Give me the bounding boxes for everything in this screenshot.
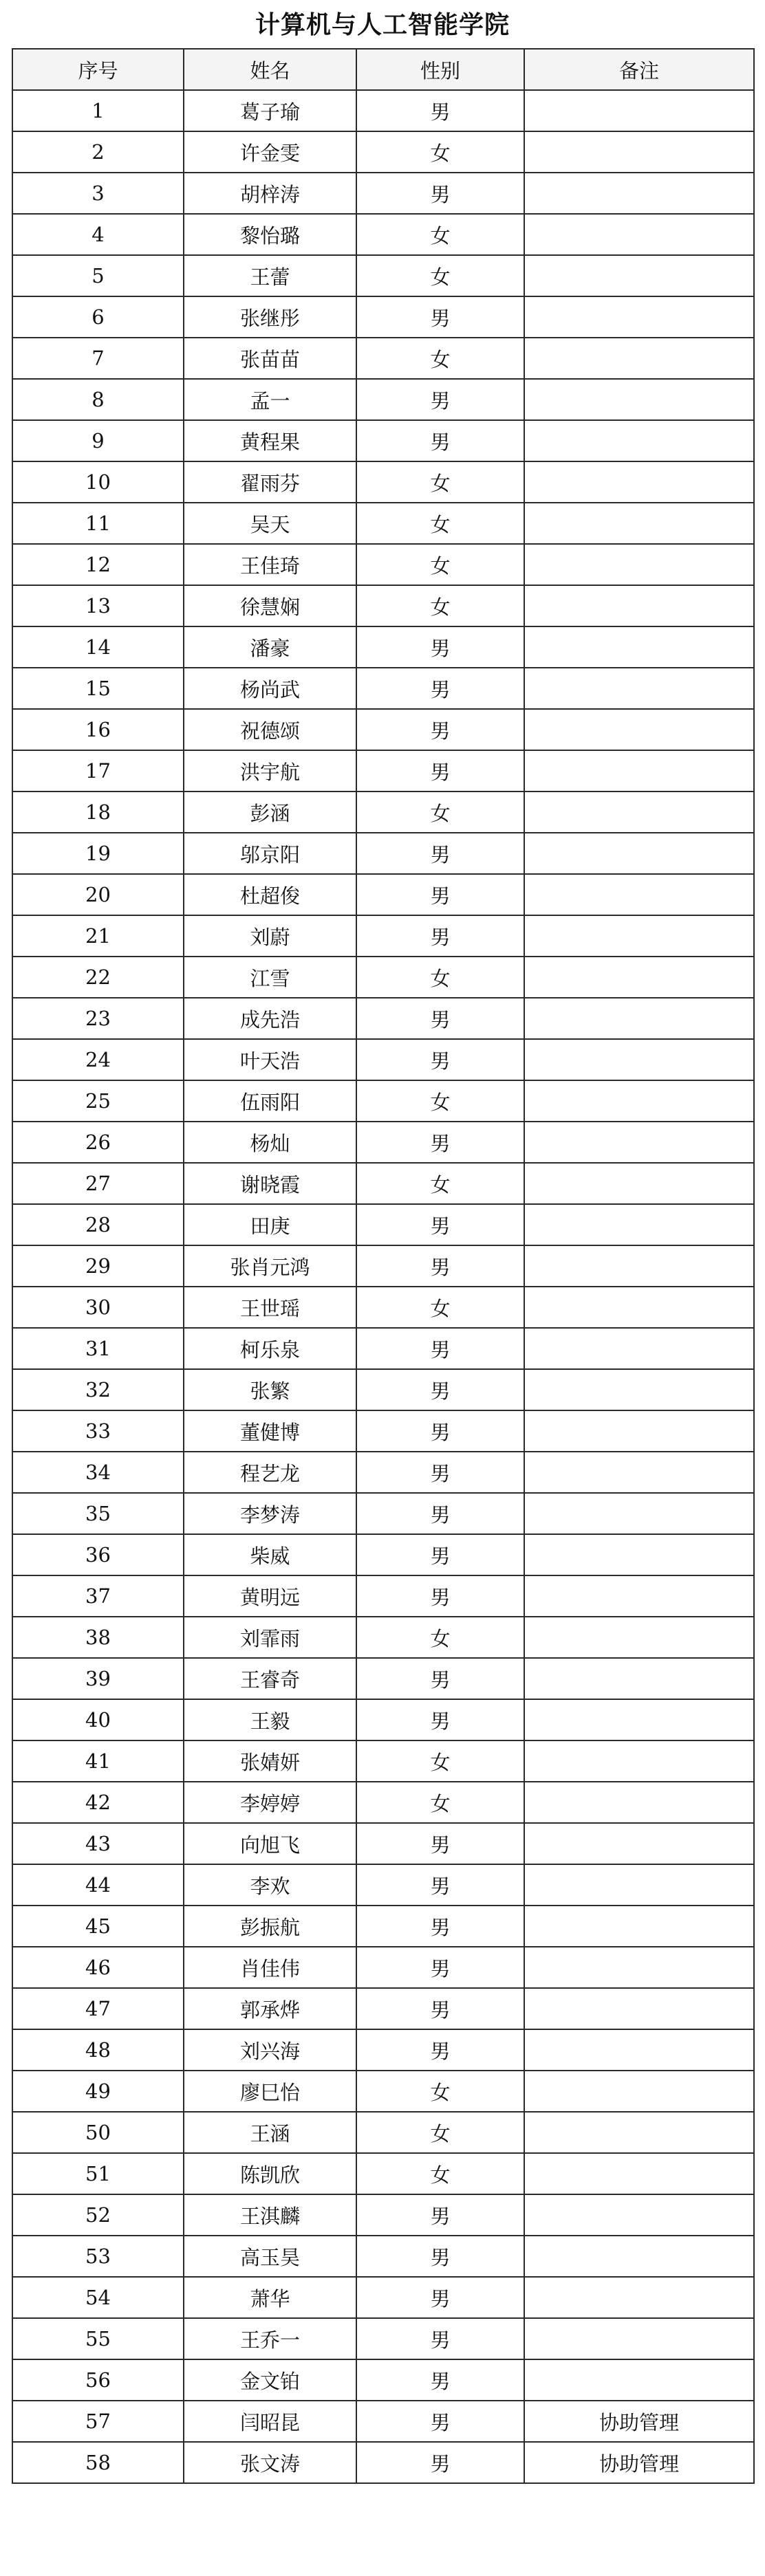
cell-remarks: [524, 1864, 754, 1906]
cell-gender: 男: [356, 1039, 524, 1080]
cell-remarks: [524, 1740, 754, 1782]
table-row: [12, 750, 754, 792]
table-row: [12, 1328, 754, 1369]
cell-remarks: [524, 2071, 754, 2112]
cell-remarks: [524, 131, 754, 173]
cell-gender: 男: [356, 833, 524, 874]
cell-remarks: 协助管理: [524, 2401, 754, 2442]
cell-remarks: [524, 626, 754, 668]
cell-name: 张肖元鸿: [184, 1245, 356, 1287]
cell-remarks: [524, 668, 754, 709]
cell-gender: 男: [356, 2401, 524, 2442]
cell-serial-number: 24: [12, 1039, 184, 1080]
cell-gender: 女: [356, 503, 524, 544]
cell-gender: 男: [356, 90, 524, 131]
cell-serial-number: 21: [12, 915, 184, 957]
cell-name: 高玉昊: [184, 2236, 356, 2277]
cell-name: 吴天: [184, 503, 356, 544]
cell-serial-number: 27: [12, 1163, 184, 1204]
cell-serial-number: 43: [12, 1823, 184, 1864]
cell-remarks: [524, 1080, 754, 1122]
cell-serial-number: 9: [12, 420, 184, 461]
cell-gender: 男: [356, 1245, 524, 1287]
cell-remarks: [524, 2359, 754, 2401]
table-row: [12, 338, 754, 379]
cell-name: 谢晓霞: [184, 1163, 356, 1204]
table-row: [12, 1245, 754, 1287]
cell-name: 祝德颂: [184, 709, 356, 750]
cell-serial-number: 10: [12, 461, 184, 503]
cell-name: 叶天浩: [184, 1039, 356, 1080]
cell-remarks: [524, 255, 754, 296]
table-row: [12, 915, 754, 957]
cell-remarks: 协助管理: [524, 2442, 754, 2483]
cell-serial-number: 55: [12, 2318, 184, 2359]
cell-gender: 女: [356, 792, 524, 833]
cell-name: 黎怡璐: [184, 214, 356, 255]
cell-gender: 男: [356, 173, 524, 214]
cell-remarks: [524, 1534, 754, 1575]
cell-remarks: [524, 461, 754, 503]
cell-name: 廖巳怡: [184, 2071, 356, 2112]
cell-remarks: [524, 2194, 754, 2236]
cell-name: 刘兴海: [184, 2029, 356, 2071]
cell-remarks: [524, 1988, 754, 2029]
table-header-row: [12, 49, 754, 90]
cell-gender: 男: [356, 1988, 524, 2029]
table-row: [12, 668, 754, 709]
cell-name: 刘蔚: [184, 915, 356, 957]
cell-serial-number: 40: [12, 1699, 184, 1740]
cell-name: 王毅: [184, 1699, 356, 1740]
cell-remarks: [524, 792, 754, 833]
cell-name: 刘霏雨: [184, 1617, 356, 1658]
cell-serial-number: 47: [12, 1988, 184, 2029]
cell-gender: 男: [356, 1204, 524, 1245]
cell-name: 柯乐泉: [184, 1328, 356, 1369]
cell-remarks: [524, 2318, 754, 2359]
cell-remarks: [524, 1163, 754, 1204]
cell-name: 徐慧娴: [184, 585, 356, 626]
cell-serial-number: 14: [12, 626, 184, 668]
cell-remarks: [524, 2277, 754, 2318]
cell-name: 向旭飞: [184, 1823, 356, 1864]
table-row: [12, 1988, 754, 2029]
table-row: [12, 173, 754, 214]
cell-serial-number: 51: [12, 2153, 184, 2194]
table-row: [12, 1740, 754, 1782]
cell-serial-number: 44: [12, 1864, 184, 1906]
cell-serial-number: 48: [12, 2029, 184, 2071]
cell-name: 张婧妍: [184, 1740, 356, 1782]
table-row: [12, 2194, 754, 2236]
cell-remarks: [524, 874, 754, 915]
cell-remarks: [524, 833, 754, 874]
table-row: [12, 998, 754, 1039]
cell-gender: 女: [356, 1287, 524, 1328]
cell-serial-number: 17: [12, 750, 184, 792]
cell-name: 王涵: [184, 2112, 356, 2153]
cell-gender: 男: [356, 1328, 524, 1369]
cell-serial-number: 26: [12, 1122, 184, 1163]
cell-gender: 男: [356, 750, 524, 792]
table-row: [12, 833, 754, 874]
cell-gender: 女: [356, 131, 524, 173]
cell-gender: 女: [356, 2112, 524, 2153]
cell-name: 潘豪: [184, 626, 356, 668]
cell-serial-number: 13: [12, 585, 184, 626]
cell-gender: 男: [356, 874, 524, 915]
cell-name: 陈凯欣: [184, 2153, 356, 2194]
cell-name: 闫昭昆: [184, 2401, 356, 2442]
table-row: [12, 957, 754, 998]
cell-name: 张繁: [184, 1369, 356, 1410]
cell-remarks: [524, 1782, 754, 1823]
cell-remarks: [524, 709, 754, 750]
header-name: 姓名: [184, 49, 356, 90]
table-row: [12, 2401, 754, 2442]
table-row: [12, 90, 754, 131]
cell-gender: 男: [356, 915, 524, 957]
cell-name: 李欢: [184, 1864, 356, 1906]
cell-serial-number: 7: [12, 338, 184, 379]
table-row: [12, 1080, 754, 1122]
table-row: [12, 1617, 754, 1658]
table-row: [12, 2359, 754, 2401]
cell-gender: 女: [356, 1740, 524, 1782]
table-row: [12, 1864, 754, 1906]
cell-name: 彭涵: [184, 792, 356, 833]
table-row: [12, 626, 754, 668]
cell-gender: 男: [356, 2442, 524, 2483]
cell-remarks: [524, 1245, 754, 1287]
cell-serial-number: 54: [12, 2277, 184, 2318]
cell-serial-number: 37: [12, 1575, 184, 1617]
cell-serial-number: 33: [12, 1410, 184, 1452]
cell-gender: 男: [356, 998, 524, 1039]
cell-name: 王佳琦: [184, 544, 356, 585]
cell-name: 洪宇航: [184, 750, 356, 792]
cell-serial-number: 49: [12, 2071, 184, 2112]
cell-name: 萧华: [184, 2277, 356, 2318]
table-row: [12, 1410, 754, 1452]
cell-serial-number: 56: [12, 2359, 184, 2401]
cell-name: 王淇麟: [184, 2194, 356, 2236]
cell-gender: 男: [356, 1823, 524, 1864]
cell-gender: 男: [356, 1906, 524, 1947]
cell-name: 孟一: [184, 379, 356, 420]
cell-serial-number: 2: [12, 131, 184, 173]
cell-serial-number: 52: [12, 2194, 184, 2236]
table-row: [12, 1122, 754, 1163]
cell-name: 柴威: [184, 1534, 356, 1575]
table-row: [12, 214, 754, 255]
cell-remarks: [524, 998, 754, 1039]
cell-serial-number: 38: [12, 1617, 184, 1658]
cell-gender: 男: [356, 1658, 524, 1699]
cell-gender: 男: [356, 668, 524, 709]
cell-gender: 女: [356, 544, 524, 585]
cell-name: 王睿奇: [184, 1658, 356, 1699]
cell-name: 董健博: [184, 1410, 356, 1452]
cell-serial-number: 41: [12, 1740, 184, 1782]
table-row: [12, 2071, 754, 2112]
cell-serial-number: 32: [12, 1369, 184, 1410]
table-row: [12, 1039, 754, 1080]
table-row: [12, 1947, 754, 1988]
cell-gender: 男: [356, 1410, 524, 1452]
cell-remarks: [524, 214, 754, 255]
cell-name: 李婷婷: [184, 1782, 356, 1823]
cell-gender: 男: [356, 626, 524, 668]
cell-name: 杨灿: [184, 1122, 356, 1163]
table-row: [12, 1534, 754, 1575]
cell-serial-number: 35: [12, 1493, 184, 1534]
table-row: [12, 131, 754, 173]
cell-gender: 女: [356, 461, 524, 503]
table-row: [12, 2277, 754, 2318]
cell-remarks: [524, 503, 754, 544]
cell-serial-number: 16: [12, 709, 184, 750]
cell-gender: 女: [356, 1782, 524, 1823]
cell-name: 胡梓涛: [184, 173, 356, 214]
cell-gender: 女: [356, 585, 524, 626]
cell-remarks: [524, 1122, 754, 1163]
cell-name: 江雪: [184, 957, 356, 998]
cell-remarks: [524, 338, 754, 379]
cell-serial-number: 50: [12, 2112, 184, 2153]
cell-remarks: [524, 1493, 754, 1534]
cell-remarks: [524, 1204, 754, 1245]
table-row: [12, 379, 754, 420]
cell-serial-number: 4: [12, 214, 184, 255]
cell-name: 黄明远: [184, 1575, 356, 1617]
cell-serial-number: 36: [12, 1534, 184, 1575]
cell-serial-number: 58: [12, 2442, 184, 2483]
table-row: [12, 1369, 754, 1410]
cell-remarks: [524, 379, 754, 420]
cell-serial-number: 25: [12, 1080, 184, 1122]
student-roster-table: [12, 48, 755, 2484]
cell-gender: 男: [356, 420, 524, 461]
table-row: [12, 255, 754, 296]
cell-serial-number: 3: [12, 173, 184, 214]
cell-gender: 女: [356, 1617, 524, 1658]
cell-remarks: [524, 1328, 754, 1369]
table-row: [12, 296, 754, 338]
cell-name: 葛子瑜: [184, 90, 356, 131]
table-row: [12, 1906, 754, 1947]
cell-serial-number: 6: [12, 296, 184, 338]
table-body: [12, 90, 754, 2483]
cell-gender: 男: [356, 2277, 524, 2318]
table-row: [12, 792, 754, 833]
cell-remarks: [524, 1410, 754, 1452]
cell-name: 金文铂: [184, 2359, 356, 2401]
cell-gender: 男: [356, 2194, 524, 2236]
page-title: 计算机与人工智能学院: [255, 10, 510, 39]
cell-remarks: [524, 1699, 754, 1740]
cell-serial-number: 12: [12, 544, 184, 585]
cell-gender: 男: [356, 2359, 524, 2401]
table-row: [12, 1287, 754, 1328]
cell-gender: 男: [356, 1452, 524, 1493]
cell-name: 杨尚武: [184, 668, 356, 709]
cell-gender: 男: [356, 2318, 524, 2359]
cell-remarks: [524, 2029, 754, 2071]
cell-remarks: [524, 544, 754, 585]
table-row: [12, 1493, 754, 1534]
cell-name: 张文涛: [184, 2442, 356, 2483]
cell-serial-number: 34: [12, 1452, 184, 1493]
cell-serial-number: 39: [12, 1658, 184, 1699]
cell-serial-number: 46: [12, 1947, 184, 1988]
cell-remarks: [524, 1452, 754, 1493]
cell-name: 杜超俊: [184, 874, 356, 915]
cell-name: 成先浩: [184, 998, 356, 1039]
cell-gender: 女: [356, 957, 524, 998]
cell-gender: 男: [356, 1947, 524, 1988]
cell-name: 肖佳伟: [184, 1947, 356, 1988]
cell-serial-number: 23: [12, 998, 184, 1039]
header-serial-number: 序号: [12, 49, 184, 90]
table-row: [12, 1452, 754, 1493]
header-remarks: 备注: [524, 49, 754, 90]
table-row: [12, 874, 754, 915]
cell-remarks: [524, 1287, 754, 1328]
cell-name: 王世瑶: [184, 1287, 356, 1328]
cell-name: 黄程果: [184, 420, 356, 461]
table-row: [12, 2442, 754, 2483]
table-row: [12, 1658, 754, 1699]
cell-remarks: [524, 915, 754, 957]
cell-gender: 男: [356, 1534, 524, 1575]
cell-remarks: [524, 1658, 754, 1699]
table-row: [12, 1823, 754, 1864]
cell-remarks: [524, 2236, 754, 2277]
cell-name: 田庚: [184, 1204, 356, 1245]
cell-remarks: [524, 420, 754, 461]
cell-remarks: [524, 173, 754, 214]
cell-remarks: [524, 2153, 754, 2194]
cell-serial-number: 53: [12, 2236, 184, 2277]
cell-remarks: [524, 1575, 754, 1617]
cell-remarks: [524, 1617, 754, 1658]
table-row: [12, 461, 754, 503]
cell-remarks: [524, 1039, 754, 1080]
cell-name: 张继彤: [184, 296, 356, 338]
cell-name: 李梦涛: [184, 1493, 356, 1534]
cell-remarks: [524, 296, 754, 338]
cell-name: 伍雨阳: [184, 1080, 356, 1122]
cell-name: 许金雯: [184, 131, 356, 173]
cell-remarks: [524, 585, 754, 626]
cell-remarks: [524, 1906, 754, 1947]
cell-serial-number: 5: [12, 255, 184, 296]
cell-remarks: [524, 90, 754, 131]
cell-name: 翟雨芬: [184, 461, 356, 503]
cell-gender: 男: [356, 709, 524, 750]
cell-serial-number: 19: [12, 833, 184, 874]
cell-gender: 女: [356, 1163, 524, 1204]
cell-serial-number: 15: [12, 668, 184, 709]
cell-gender: 男: [356, 296, 524, 338]
table-row: [12, 420, 754, 461]
cell-gender: 男: [356, 1369, 524, 1410]
cell-remarks: [524, 1369, 754, 1410]
table-row: [12, 2029, 754, 2071]
cell-gender: 女: [356, 255, 524, 296]
cell-serial-number: 30: [12, 1287, 184, 1328]
table-row: [12, 503, 754, 544]
cell-gender: 男: [356, 1864, 524, 1906]
cell-gender: 女: [356, 2071, 524, 2112]
cell-serial-number: 29: [12, 1245, 184, 1287]
cell-gender: 男: [356, 1575, 524, 1617]
table-row: [12, 2153, 754, 2194]
cell-gender: 女: [356, 2153, 524, 2194]
table-row: [12, 2112, 754, 2153]
cell-name: 郭承烨: [184, 1988, 356, 2029]
cell-serial-number: 20: [12, 874, 184, 915]
cell-gender: 男: [356, 1122, 524, 1163]
cell-name: 王蕾: [184, 255, 356, 296]
table-row: [12, 1575, 754, 1617]
cell-serial-number: 45: [12, 1906, 184, 1947]
cell-serial-number: 22: [12, 957, 184, 998]
cell-serial-number: 42: [12, 1782, 184, 1823]
cell-remarks: [524, 750, 754, 792]
cell-serial-number: 18: [12, 792, 184, 833]
cell-gender: 女: [356, 214, 524, 255]
cell-serial-number: 11: [12, 503, 184, 544]
cell-gender: 女: [356, 1080, 524, 1122]
table-row: [12, 1204, 754, 1245]
cell-name: 邬京阳: [184, 833, 356, 874]
cell-serial-number: 1: [12, 90, 184, 131]
cell-gender: 男: [356, 2029, 524, 2071]
cell-serial-number: 28: [12, 1204, 184, 1245]
cell-remarks: [524, 1947, 754, 1988]
table-row: [12, 544, 754, 585]
table-row: [12, 585, 754, 626]
table-row: [12, 709, 754, 750]
cell-serial-number: 57: [12, 2401, 184, 2442]
table-row: [12, 1782, 754, 1823]
cell-name: 彭振航: [184, 1906, 356, 1947]
cell-gender: 男: [356, 379, 524, 420]
table-row: [12, 2318, 754, 2359]
cell-gender: 男: [356, 1493, 524, 1534]
cell-name: 王乔一: [184, 2318, 356, 2359]
cell-remarks: [524, 2112, 754, 2153]
header-gender: 性别: [356, 49, 524, 90]
table-row: [12, 1699, 754, 1740]
cell-gender: 男: [356, 1699, 524, 1740]
cell-remarks: [524, 957, 754, 998]
cell-name: 程艺龙: [184, 1452, 356, 1493]
cell-gender: 男: [356, 2236, 524, 2277]
cell-gender: 女: [356, 338, 524, 379]
table-row: [12, 1163, 754, 1204]
cell-name: 张苗苗: [184, 338, 356, 379]
table-row: [12, 2236, 754, 2277]
cell-serial-number: 31: [12, 1328, 184, 1369]
cell-remarks: [524, 1823, 754, 1864]
cell-serial-number: 8: [12, 379, 184, 420]
